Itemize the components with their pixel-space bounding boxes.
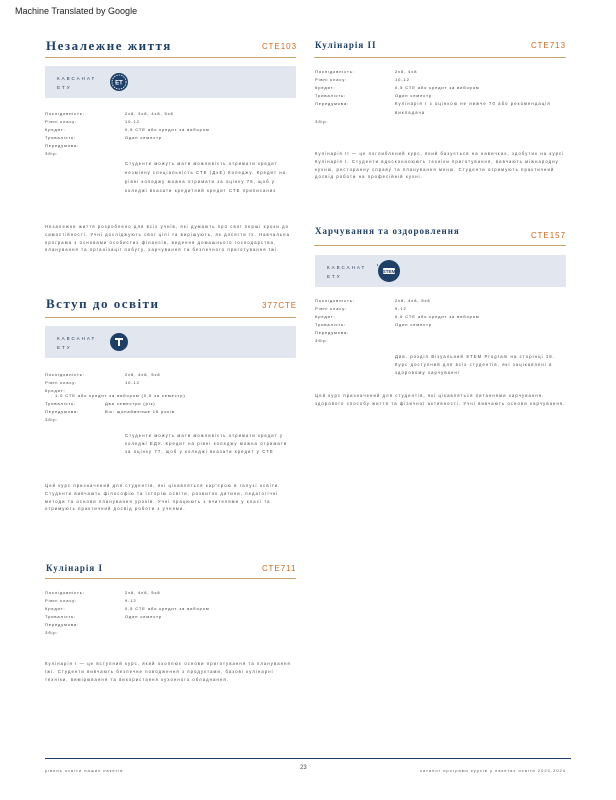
course-fee-note: Студенти можуть мати можливість отримати кредит незмінну спеціальність СТЕ (ДхЕ) Коледжу. Кредит на рівні коледжу можна отримати за оцінку 75, щоб у коледжі вказати кредитний кредит СТЕ приписаних — [125, 161, 287, 193]
title-divider — [45, 578, 296, 579]
page-number: 23 — [300, 765, 307, 771]
footer-left-text: рівень освіти наших пакетів — [45, 768, 124, 773]
title-divider — [314, 245, 566, 246]
course-title: Кулінарія II — [315, 40, 377, 50]
course-fee-note: Студенти можуть мати можливість отримати кредит у коледжі ЕДУ. Кредит на рівні коледжу можна отримати за оцінку 77, щоб у коледжі вказати кредит у СТЕ — [125, 433, 288, 454]
badge-label: КАВСАНАТ ЕТУ — [57, 76, 97, 90]
course-fee-note: Див. розділ Візуальний STEM Program на сторінці 18. Курс доступний для всіх студентів, які зацікавлені в здоровому харчуванні — [395, 354, 555, 375]
course-title: Кулінарія I — [46, 563, 103, 573]
education-logo-icon — [109, 332, 129, 352]
machine-translated-banner: Machine Translated by Google — [15, 6, 138, 16]
course-title: Незалежне життя — [46, 38, 172, 53]
course-prerequisite: Кулінарія I з оцінкою не нижче 70 або рекомендація викладача — [395, 101, 551, 115]
svg-text:STEM: STEM — [382, 269, 396, 274]
course-code: 377СТЕ — [262, 301, 298, 310]
course-description: Цей курс призначений для студентів, які цікавляться питаннями харчування, здорового способу життя та фізичної активності. Учні вивчають основи харчування. — [315, 393, 566, 406]
course-description: Кулінарія II — це поглиблений курс, який базується на навичках, здобутих на курсі Кулінарія I. Студенти вдосконалюють техніки приготування, вивчають міжнародну кухню, ресторанну справу та планування меню. Студенти отримують практичний досвід роботи на професійній кухні. — [315, 151, 565, 180]
course-meta: Послідовність: 2х8, 4х8, 5х8 Рівні класу: 10-12 Кредит: 1,0 СТЕ або кредит за вибором (0,5 за семестр) Тривалість: Два семестри (рік) Передумова: Вік: щонайменше 16 років Збір: — [45, 372, 186, 422]
svg-text:ET: ET — [115, 80, 123, 87]
course-meta: Послідовність: 2х8, 3х8, 4х8, 5х8 Рівні класу: 10-12 Кредит: 0,5 СТЕ або кредит за вибором Тривалість: Один семестр Передумова: Збір: — [45, 111, 210, 156]
footer-rule — [45, 758, 571, 759]
course-code: СТЕ711 — [262, 564, 297, 573]
course-description: Незалежне життя розроблено для всіх учнів, які думають про свої перші кроки до самостійності. Учні досліджують свої цілі та вирішують, як досягти їх. Навчальна програма з основами особистих фінансів, ведення домашнього господарства, планування та організації побуту, харчування та безпечного приготування їжі. — [45, 224, 291, 253]
pathway-badge-band — [315, 255, 566, 287]
pathway-badge-band — [45, 66, 296, 98]
career-cluster-logo-icon — [109, 72, 129, 92]
course-meta: Послідовність: 2х8, 4х8, 5х8 Рівні класу: 9-12 Кредит: 0,5 СТЕ або кредит за вибором Тривалість: Один семестр Передумова: Збір: — [315, 298, 480, 343]
course-code: СТЕ713 — [531, 41, 567, 50]
course-meta: Послідовність: 2х8, 4х8, 5х8 Рівні класу: 9-12 Кредит: 0,5 СТЕ або кредит за вибором Тривалість: Один семестр Передумова: Збір: — [45, 590, 210, 635]
badge-label: КАВСАНАТ ЕТУ — [327, 265, 367, 279]
course-code: СТЕ103 — [262, 42, 298, 51]
course-title: Вступ до освіти — [46, 296, 160, 311]
title-divider — [314, 57, 566, 58]
course-title: Харчування та оздоровлення — [315, 226, 460, 236]
course-description: Цей курс призначений для студентів, які цікавляться кар'єрою в галузі освіти. Студенти вивчають філософію та історію освіти, розвиток дитини, педагогічні методи та основи планування уроків. Учні працюють з вчителями у класі та отримують практичний досвід роботи з учнями. — [45, 483, 281, 512]
course-meta: Послідовність: 2х8, 4х8 Рівні класу: 10-12 Кредит: 0,5 СТЕ або кредит за вибором Тривалість: Один семестр Передумова: Збір: — [315, 69, 480, 124]
footer-right-text: каталог програми курсів у пакетах освіти 2023-2024 — [420, 768, 566, 773]
badge-label: КАВСАНАТ ЕТУ — [57, 336, 97, 350]
course-description: Кулінарія I — це вступний курс, який охоплює основи приготування та планування їжі. Студенти вивчають безпечне поводження з продуктами, базові кулінарні техніки, вимірювання та використання кухонного обладнання. — [45, 661, 291, 682]
title-divider — [45, 57, 296, 58]
title-divider — [45, 317, 296, 318]
stem-logo-icon — [377, 259, 401, 283]
pathway-badge-band — [45, 326, 296, 358]
course-code: СТЕ157 — [531, 231, 567, 240]
